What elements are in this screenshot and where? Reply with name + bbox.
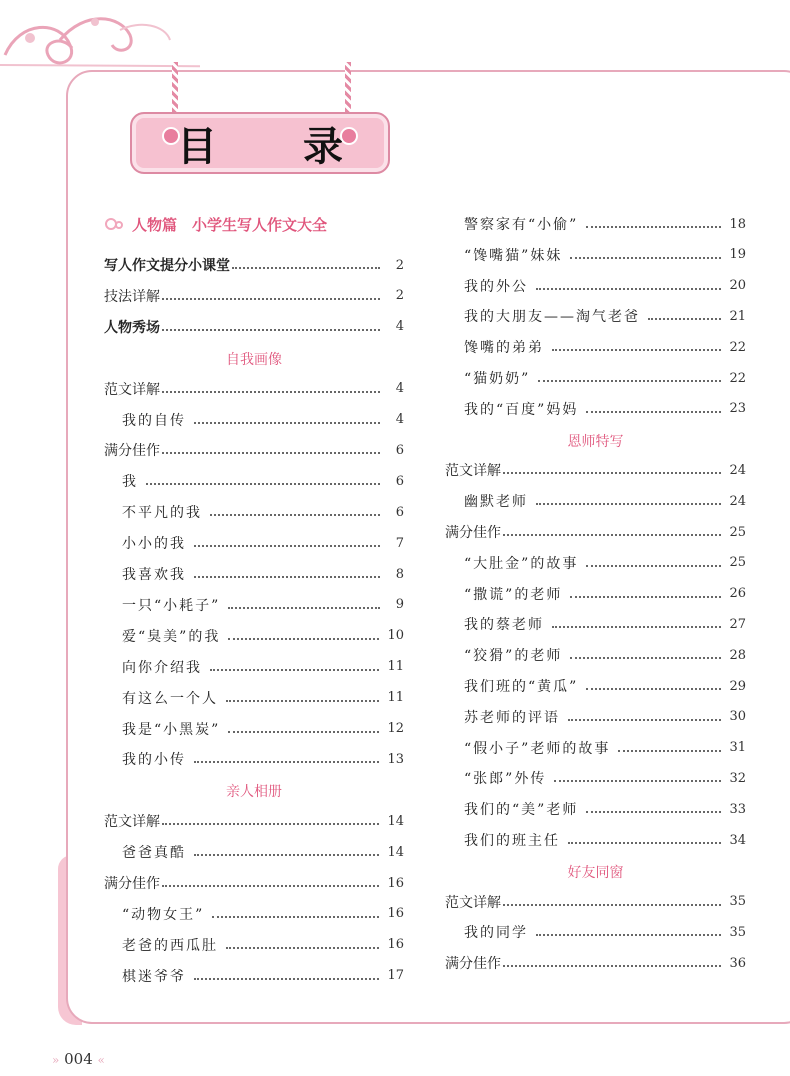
dot-leader <box>586 565 721 567</box>
part-header: 人物篇 小学生写人作文大全 <box>132 216 328 234</box>
dot-leader <box>568 719 721 721</box>
toc-entry-title: 我喜欢我 <box>122 567 186 583</box>
toc-entry[interactable] <box>464 613 746 635</box>
toc-entry-page: 4 <box>395 319 404 335</box>
toc-entry-page: 11 <box>387 659 404 675</box>
toc-entry-page: 23 <box>729 401 746 417</box>
toc-entry[interactable] <box>104 872 404 894</box>
toc-entry-page: 2 <box>395 257 404 273</box>
toc-entry[interactable] <box>464 244 746 266</box>
toc-entry-title: 范文详解 <box>104 814 160 831</box>
toc-entry[interactable] <box>464 213 746 235</box>
toc-entry-page: 11 <box>387 690 404 706</box>
dot-leader <box>162 391 380 393</box>
toc-entry[interactable] <box>104 254 404 276</box>
toc-entry-title: 满分佳作 <box>104 876 160 892</box>
dot-leader <box>232 267 380 269</box>
dot-leader <box>194 761 379 763</box>
toc-entry[interactable] <box>104 378 404 400</box>
toc-entry-title: 馋嘴的弟弟 <box>464 340 544 357</box>
toc-entry-title: 我的蔡老师 <box>464 617 544 634</box>
toc-entry-page: 24 <box>729 493 746 509</box>
toc-entry[interactable] <box>122 532 404 554</box>
toc-entry-page: 26 <box>729 586 746 602</box>
dot-leader <box>586 411 721 413</box>
toc-entry-title: 我们的班主任 <box>464 833 560 849</box>
toc-entry[interactable] <box>122 594 404 616</box>
toc-entry[interactable] <box>464 644 746 666</box>
toc-entry[interactable] <box>464 829 746 851</box>
toc-entry-title: 我 <box>122 474 138 491</box>
toc-entry[interactable] <box>122 625 404 647</box>
dot-leader <box>194 422 380 424</box>
toc-entry-title: 写人作文提分小课堂 <box>104 258 230 274</box>
toc-entry-page: 35 <box>729 894 746 910</box>
page-number <box>52 1050 105 1068</box>
toc-entry-title: 满分佳作 <box>445 525 501 541</box>
toc-entry[interactable] <box>464 336 746 358</box>
toc-entry-title: “狡猾”的老师 <box>464 648 563 665</box>
dot-leader <box>194 545 380 547</box>
toc-entry-title: 我的“百度”妈妈 <box>464 401 579 418</box>
toc-entry-title: 爸爸真酷 <box>122 845 186 862</box>
toc-entry-title: “猫奶奶” <box>464 371 531 387</box>
toc-entry-page: 19 <box>729 247 746 263</box>
toc-entry-title: 小小的我 <box>122 536 186 553</box>
toc-entry-page: 21 <box>729 308 746 324</box>
toc-entry-title: 满分佳作 <box>445 956 501 973</box>
toc-entry-page: 12 <box>387 721 404 736</box>
toc-entry[interactable] <box>122 965 404 987</box>
page-arrow-left-icon: » <box>52 1053 60 1067</box>
toc-entry[interactable] <box>122 687 404 709</box>
dot-leader <box>586 811 721 813</box>
dot-leader <box>194 854 379 856</box>
toc-entry-title: 我们的“美”老师 <box>464 802 579 819</box>
page-arrow-right-icon: « <box>97 1053 105 1067</box>
dot-leader <box>228 731 379 733</box>
dot-leader <box>226 947 379 949</box>
toc-entry-page: 28 <box>729 647 746 663</box>
dot-leader <box>146 483 380 485</box>
section-heading: 自我画像 <box>226 351 282 368</box>
toc-entry[interactable] <box>464 552 746 574</box>
toc-entry-title: 我的自传 <box>122 412 186 429</box>
toc-entry-title: 我的大朋友——淘气老爸 <box>464 309 640 326</box>
dot-leader <box>162 329 380 331</box>
toc-entry-page: 17 <box>387 968 404 984</box>
toc-entry-title: 人物秀场 <box>104 319 160 336</box>
toc-entry[interactable] <box>464 798 746 820</box>
page-title: 目 录 <box>177 123 379 170</box>
toc-entry-page: 6 <box>395 473 404 489</box>
dot-leader <box>194 576 380 578</box>
swirl-bullet-icon <box>104 216 126 232</box>
dot-leader <box>210 514 380 516</box>
toc-entry-page: 22 <box>729 339 746 355</box>
toc-entry-page: 22 <box>729 370 746 386</box>
toc-entry-page: 24 <box>729 462 746 478</box>
toc-entry[interactable] <box>445 459 746 481</box>
dot-leader <box>648 318 721 320</box>
dot-leader <box>503 965 721 967</box>
dot-leader <box>536 288 721 290</box>
toc-entry[interactable] <box>464 398 746 420</box>
toc-entry-title: 我的小传 <box>122 752 186 769</box>
dot-leader <box>538 380 721 382</box>
dot-leader <box>586 688 721 690</box>
toc-entry-page: 27 <box>729 616 746 632</box>
toc-entry-page: 7 <box>395 535 404 551</box>
toc-entry[interactable] <box>122 563 404 585</box>
toc-entry-title: “动物女王” <box>122 906 205 923</box>
toc-entry-title: 棋迷爷爷 <box>122 968 186 985</box>
toc-entry[interactable] <box>122 470 404 492</box>
dot-leader <box>162 298 380 300</box>
dot-leader <box>226 700 379 702</box>
dot-leader <box>503 534 721 536</box>
toc-entry[interactable] <box>104 285 404 307</box>
toc-entry-title: 我们班的“黄瓜” <box>464 679 579 695</box>
dot-leader <box>570 596 721 598</box>
toc-entry-page: 18 <box>729 216 746 232</box>
toc-entry-page: 4 <box>395 381 404 397</box>
dot-leader <box>162 823 379 825</box>
toc-entry[interactable] <box>122 841 404 863</box>
toc-entry-title: 不平凡的我 <box>122 505 202 522</box>
toc-entry[interactable] <box>464 367 746 389</box>
toc-entry-page: 8 <box>395 566 404 582</box>
toc-entry[interactable] <box>122 748 404 770</box>
toc-entry[interactable] <box>464 305 746 327</box>
toc-entry-title: 向你介绍我 <box>122 659 202 676</box>
toc-entry-page: 35 <box>729 924 746 940</box>
toc-entry-page: 32 <box>729 770 746 786</box>
toc-entry-page: 25 <box>729 555 746 571</box>
toc-entry-title: “撒谎”的老师 <box>464 586 563 603</box>
toc-entry-page: 16 <box>387 937 404 953</box>
toc-entry-title: 我的外公 <box>464 278 528 295</box>
toc-entry-page: 34 <box>729 832 746 848</box>
toc-entry[interactable] <box>445 952 746 974</box>
dot-leader <box>552 349 721 351</box>
toc-entry-title: 范文详解 <box>445 463 501 480</box>
toc-entry-title: 爱“臭美”的我 <box>122 628 221 645</box>
toc-entry-page: 10 <box>387 628 404 644</box>
toc-entry-page: 9 <box>395 597 404 613</box>
toc-entry-title: 技法详解 <box>104 288 160 305</box>
toc-entry-page: 6 <box>395 442 404 458</box>
toc-entry-title: “大肚金”的故事 <box>464 555 579 572</box>
dot-leader <box>228 638 379 640</box>
dot-leader <box>162 452 380 454</box>
page-number-text: 004 <box>64 1050 93 1068</box>
floral-swirl-decoration <box>0 0 200 80</box>
dot-leader <box>212 916 379 918</box>
toc-entry-page: 20 <box>729 278 746 294</box>
toc-entry-page: 6 <box>395 504 404 520</box>
toc-entry-title: “馋嘴猫”妹妹 <box>464 247 563 264</box>
toc-entry-page: 25 <box>729 524 746 540</box>
dot-leader <box>568 842 721 844</box>
toc-entry-page: 29 <box>729 678 746 694</box>
section-heading: 好友同窗 <box>567 864 624 881</box>
toc-entry-page: 4 <box>395 412 404 427</box>
toc-entry[interactable] <box>464 706 746 728</box>
dot-leader <box>554 780 721 782</box>
dot-leader <box>536 503 721 505</box>
toc-entry-page: 36 <box>729 955 746 971</box>
toc-entry-title: “假小子”老师的故事 <box>464 740 611 757</box>
title-banner <box>130 112 390 174</box>
toc-entry[interactable] <box>122 501 404 523</box>
toc-entry[interactable] <box>122 409 404 431</box>
toc-entry-title: 满分佳作 <box>104 443 160 460</box>
toc-entry[interactable] <box>464 737 746 759</box>
toc-entry[interactable] <box>122 934 404 956</box>
toc-entry-page: 14 <box>387 844 404 860</box>
toc-entry-page: 16 <box>387 875 404 891</box>
section-heading: 亲人相册 <box>226 784 282 801</box>
dot-leader <box>228 607 380 609</box>
toc-entry[interactable] <box>464 675 746 697</box>
toc-entry-title: 幽默老师 <box>464 494 528 511</box>
toc-entry-title: 警察家有“小偷” <box>464 217 579 233</box>
toc-entry-page: 30 <box>729 709 746 725</box>
dot-leader <box>162 885 379 887</box>
toc-entry[interactable] <box>104 810 404 832</box>
toc-entry-page: 31 <box>729 740 746 756</box>
toc-entry-title: 范文详解 <box>104 381 160 398</box>
dot-leader <box>570 257 721 259</box>
toc-entry-page: 16 <box>387 906 404 922</box>
toc-entry[interactable] <box>122 903 404 925</box>
dot-leader <box>503 472 721 474</box>
toc-entry[interactable] <box>122 718 404 740</box>
toc-entry[interactable] <box>464 767 746 789</box>
dot-leader <box>618 750 721 752</box>
dot-leader <box>552 626 721 628</box>
toc-entry-title: 老爸的西瓜肚 <box>122 937 218 954</box>
toc-entry[interactable] <box>122 656 404 678</box>
toc-entry-page: 13 <box>387 751 404 767</box>
dot-leader <box>210 669 379 671</box>
toc-entry-title: 苏老师的评语 <box>464 709 560 726</box>
toc-entry[interactable] <box>464 921 746 943</box>
toc-entry-title: 范文详解 <box>445 894 501 911</box>
dot-leader <box>570 657 721 659</box>
toc-entry-page: 2 <box>395 288 404 304</box>
dot-leader <box>586 226 721 228</box>
toc-entry[interactable] <box>445 891 746 913</box>
toc-entry[interactable] <box>445 521 746 543</box>
toc-entry-page: 14 <box>387 813 404 829</box>
dot-leader <box>536 934 721 936</box>
toc-entry[interactable] <box>464 275 746 297</box>
dot-leader <box>503 904 721 906</box>
toc-entry[interactable] <box>104 439 404 461</box>
toc-entry[interactable] <box>464 583 746 605</box>
toc-entry-title: 一只“小耗子” <box>122 597 221 614</box>
toc-entry-title: “张郎”外传 <box>464 771 547 788</box>
toc-entry-title: 我的同学 <box>464 925 528 942</box>
section-heading: 恩师特写 <box>567 433 624 450</box>
dot-leader <box>194 978 379 980</box>
toc-entry-title: 我是“小黑炭” <box>122 721 221 738</box>
toc-entry-title: 有这么一个人 <box>122 690 218 707</box>
toc-entry[interactable] <box>464 490 746 512</box>
toc-entry-page: 33 <box>729 801 746 817</box>
toc-entry[interactable] <box>104 316 404 338</box>
